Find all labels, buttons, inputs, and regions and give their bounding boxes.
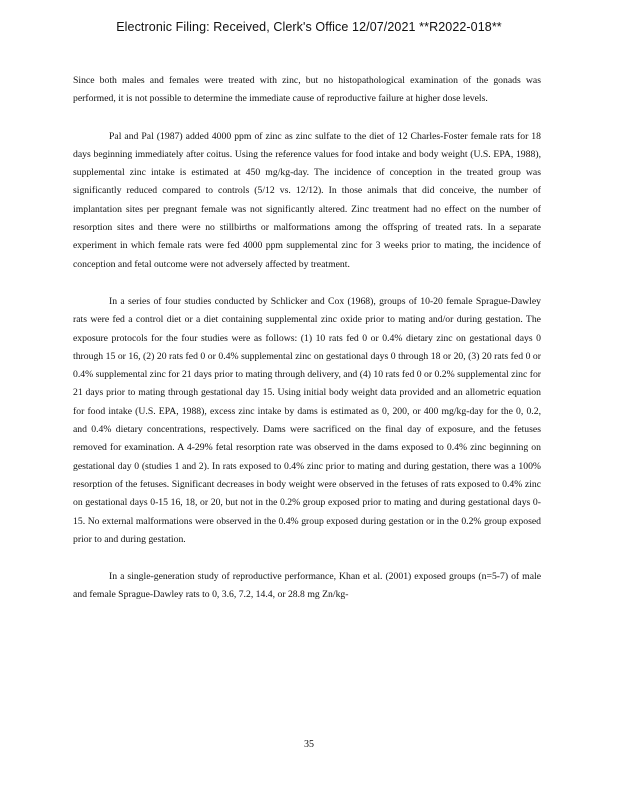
document-body xyxy=(73,72,541,605)
paragraph-khan-et-al: In a single-generation study of reproductive performance, Khan et al. (2001) exposed groups (n=5-7) of male and female Sprague-Dawley rats to 0, 3.6, 7.2, 14.4, or 28.8 mg Zn/kg- xyxy=(73,571,541,601)
paragraph-gonads: Since both males and females were treated with zinc, but no histopathological examination of the gonads was performed, it is not possible to determine the immediate cause of reproductive failure at higher dose levels. xyxy=(73,75,541,105)
filing-header: Electronic Filing: Received, Clerk's Office 12/07/2021 **R2022-018** xyxy=(116,20,502,34)
page-number: 35 xyxy=(304,739,314,750)
paragraph-pal-and-pal: Pal and Pal (1987) added 4000 ppm of zinc as zinc sulfate to the diet of 12 Charles-Foster female rats for 18 days beginning immediately after coitus. Using the reference values for food intake and body weight (U.S. EPA, 1988), supplemental zinc intake is estimated at 450 mg/kg-day. The incidence of conception in the treated group was significantly reduced compared to controls (5/12 vs. 12/12). In those animals that did conceive, the number of implantation sites per pregnant female was not significantly altered. Zinc treatment had no effect on the number of resorption sites and there were no stillbirths or malformations among the offspring of treated rats. In a separate experiment in which female rats were fed 4000 ppm supplemental zinc for 3 weeks prior to mating, the incidence of conception and fetal outcome were not adversely affected by treatment. xyxy=(73,130,541,270)
paragraph-schlicker-and-cox: In a series of four studies conducted by Schlicker and Cox (1968), groups of 10-20 female Sprague-Dawley rats were fed a control diet or a diet containing supplemental zinc oxide prior to mating and/or during gestation. The exposure protocols for the four studies were as follows: (1) 10 rats fed 0 or 0.4% dietary zinc on gestational days 0 through 15 or 16, (2) 20 rats fed 0 or 0.4% supplemental zinc on gestational days 0 through 18 or 20, (3) 20 rats fed 0 or 0.4% supplemental zinc for 21 days prior to mating through delivery, and (4) 10 rats fed 0 or 0.2% supplemental zinc for 21 days prior to mating through gestational day 15. Using initial body weight data provided and an allometric equation for food intake (U.S. EPA, 1988), excess zinc intake by dams is estimated as 0, 200, or 400 mg/kg-day for the 0, 0.2, and 0.4% dietary concentrations, respectively. Dams were sacrificed on the final day of exposure, and the fetuses removed for examination. A 4-29% fetal resorption rate was observed in the dams exposed to 0.4% zinc beginning on gestational day 0 (studies 1 and 2). In rats exposed to 0.4% zinc prior to mating and during gestation, there was a 100% resorption of the fetuses. Significant decreases in body weight were observed in the fetuses of rats exposed to 0.4% zinc on gestational days 0-15 16, 18, or 20, but not in the 0.2% group exposed prior to mating and during gestational days 0-15. No external malformations were observed in the 0.4% group exposed during gestation or in the 0.2% group exposed prior to and during gestation. xyxy=(73,295,542,545)
